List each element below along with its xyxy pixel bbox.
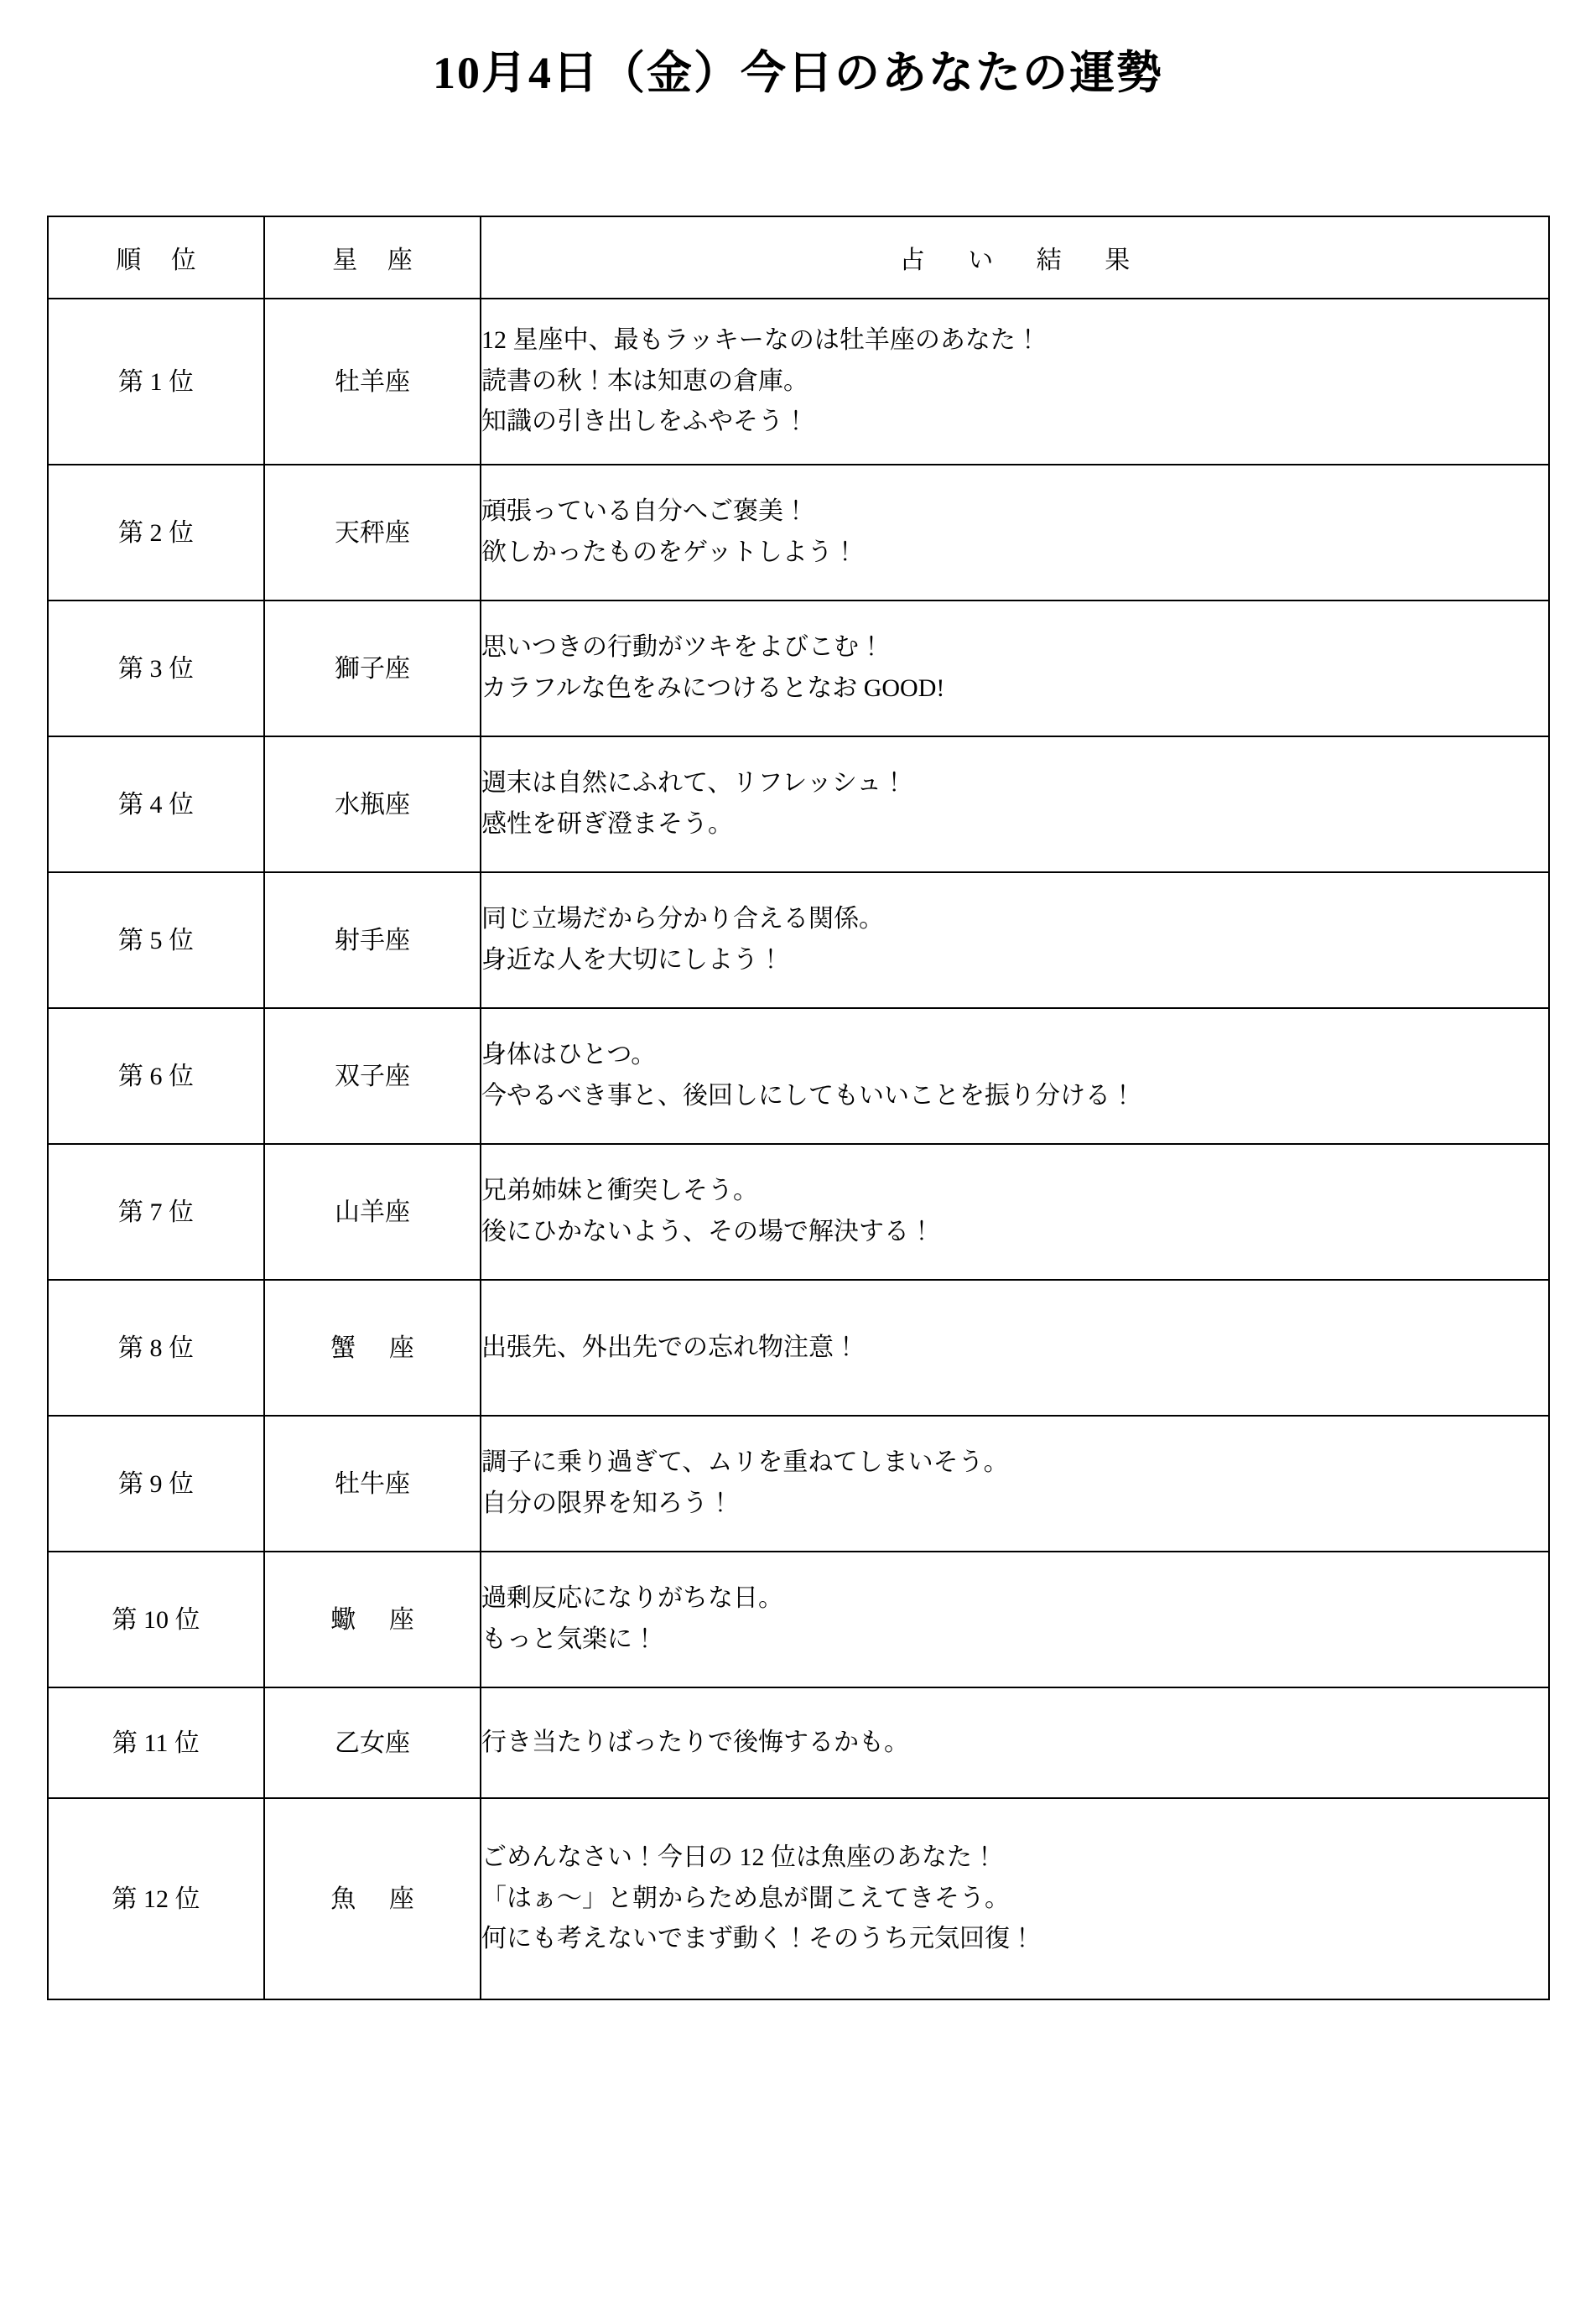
result-line: 知識の引き出しをふやそう！ <box>481 408 808 436</box>
table-row <box>48 465 1549 600</box>
result-cell <box>481 1416 1549 1552</box>
column-header-result-label: 占 い 結 果 <box>899 247 1149 274</box>
result-line: ごめんなさい！今日の 12 位は魚座のあなた！ <box>481 1843 997 1872</box>
result-cell <box>481 1687 1549 1798</box>
result-cell <box>481 736 1549 872</box>
result-line: 身体はひとつ。 <box>481 1041 657 1069</box>
rank-cell: 第 9 位 <box>48 1416 264 1552</box>
result-cell <box>481 1144 1549 1280</box>
sign-cell: 牡羊座 <box>264 299 481 465</box>
result-cell <box>481 872 1549 1008</box>
table-row <box>48 1144 1549 1280</box>
rank-cell: 第 3 位 <box>48 600 264 736</box>
sign-label: 魚 座 <box>330 1885 428 1913</box>
table-row <box>48 1416 1549 1552</box>
table-row <box>48 1280 1549 1416</box>
result-line: もっと気楽に！ <box>481 1625 658 1653</box>
result-line: 兄弟姉妹と衝突しそう。 <box>481 1177 758 1205</box>
result-line: 身近な人を大切にしよう！ <box>481 946 783 974</box>
table-row <box>48 600 1549 736</box>
result-cell <box>481 1008 1549 1144</box>
column-header-rank <box>48 216 264 299</box>
result-cell <box>481 299 1549 465</box>
rank-cell: 第 10 位 <box>48 1552 264 1687</box>
sign-cell: 牡牛座 <box>264 1416 481 1552</box>
result-line: 週末は自然にふれて、リフレッシュ！ <box>481 769 907 798</box>
result-line: 何にも考えないでまず動く！そのうち元気回復！ <box>481 1925 1035 1953</box>
result-line: 欲しかったものをゲットしよう！ <box>481 538 858 566</box>
rank-cell: 第 1 位 <box>48 299 264 465</box>
table-row <box>48 872 1549 1008</box>
table-row <box>48 1687 1549 1798</box>
column-header-sign <box>264 216 481 299</box>
fortune-table-container <box>47 216 1548 2000</box>
result-line: カラフルな色をみにつけるとなお GOOD! <box>481 674 945 702</box>
table-row <box>48 1552 1549 1687</box>
result-cell <box>481 465 1549 600</box>
result-line: 自分の限界を知ろう！ <box>481 1490 733 1517</box>
rank-cell: 第 2 位 <box>48 465 264 600</box>
result-cell <box>481 1552 1549 1687</box>
sign-cell: 天秤座 <box>264 465 481 600</box>
rank-cell: 第 4 位 <box>48 736 264 872</box>
sign-label: 蠍 座 <box>330 1605 428 1634</box>
result-line: 後にひかないよう、その場で解決する！ <box>481 1218 934 1245</box>
sign-cell: 乙女座 <box>264 1687 481 1798</box>
sign-cell: 山羊座 <box>264 1144 481 1280</box>
rank-cell: 第 12 位 <box>48 1798 264 1999</box>
rank-cell: 第 7 位 <box>48 1144 264 1280</box>
sign-cell <box>264 1280 481 1416</box>
sign-cell <box>264 1798 481 1999</box>
column-header-sign-label: 星 座 <box>332 247 424 274</box>
result-line: 行き当たりばったりで後悔するかも。 <box>481 1728 909 1756</box>
table-row <box>48 299 1549 465</box>
result-line: 12 星座中、最もラッキーなのは牡羊座のあなた！ <box>481 326 1041 355</box>
result-line: 同じ立場だから分かり合える関係。 <box>481 905 884 933</box>
result-line: 「はぁ〜」と朝からため息が聞こえてきそう。 <box>481 1884 1010 1912</box>
result-cell <box>481 1280 1549 1416</box>
result-line: 過剰反応になりがちな日。 <box>481 1584 783 1613</box>
rank-cell: 第 5 位 <box>48 872 264 1008</box>
rank-cell: 第 6 位 <box>48 1008 264 1144</box>
rank-cell: 第 11 位 <box>48 1687 264 1798</box>
result-line: 調子に乗り過ぎて、ムリを重ねてしまいそう。 <box>481 1448 1009 1477</box>
table-header-row <box>48 216 1549 299</box>
table-row <box>48 1798 1549 1999</box>
page-title: 10月4日（金）今日のあなたの運勢 <box>433 48 1163 98</box>
document-page <box>0 37 1596 2324</box>
result-line: 読書の秋！本は知恵の倉庫。 <box>481 367 808 395</box>
sign-cell: 射手座 <box>264 872 481 1008</box>
column-header-rank-label: 順 位 <box>116 247 208 274</box>
rank-cell: 第 8 位 <box>48 1280 264 1416</box>
result-line: 今やるべき事と、後回しにしてもいいことを振り分ける！ <box>481 1082 1136 1110</box>
column-header-result <box>481 216 1549 299</box>
result-cell <box>481 600 1549 736</box>
result-line: 出張先、外出先での忘れ物注意！ <box>481 1333 859 1361</box>
sign-cell: 獅子座 <box>264 600 481 736</box>
result-line: 頑張っている自分へご褒美！ <box>481 497 808 526</box>
sign-label: 蟹 座 <box>330 1334 428 1362</box>
result-cell <box>481 1798 1549 1999</box>
table-row <box>48 1008 1549 1144</box>
fortune-table <box>47 216 1550 2000</box>
result-line: 思いつきの行動がツキをよびこむ！ <box>481 633 884 662</box>
table-row <box>48 736 1549 872</box>
sign-cell: 双子座 <box>264 1008 481 1144</box>
result-line: 感性を研ぎ澄まそう。 <box>481 810 733 838</box>
sign-cell: 水瓶座 <box>264 736 481 872</box>
sign-cell <box>264 1552 481 1687</box>
